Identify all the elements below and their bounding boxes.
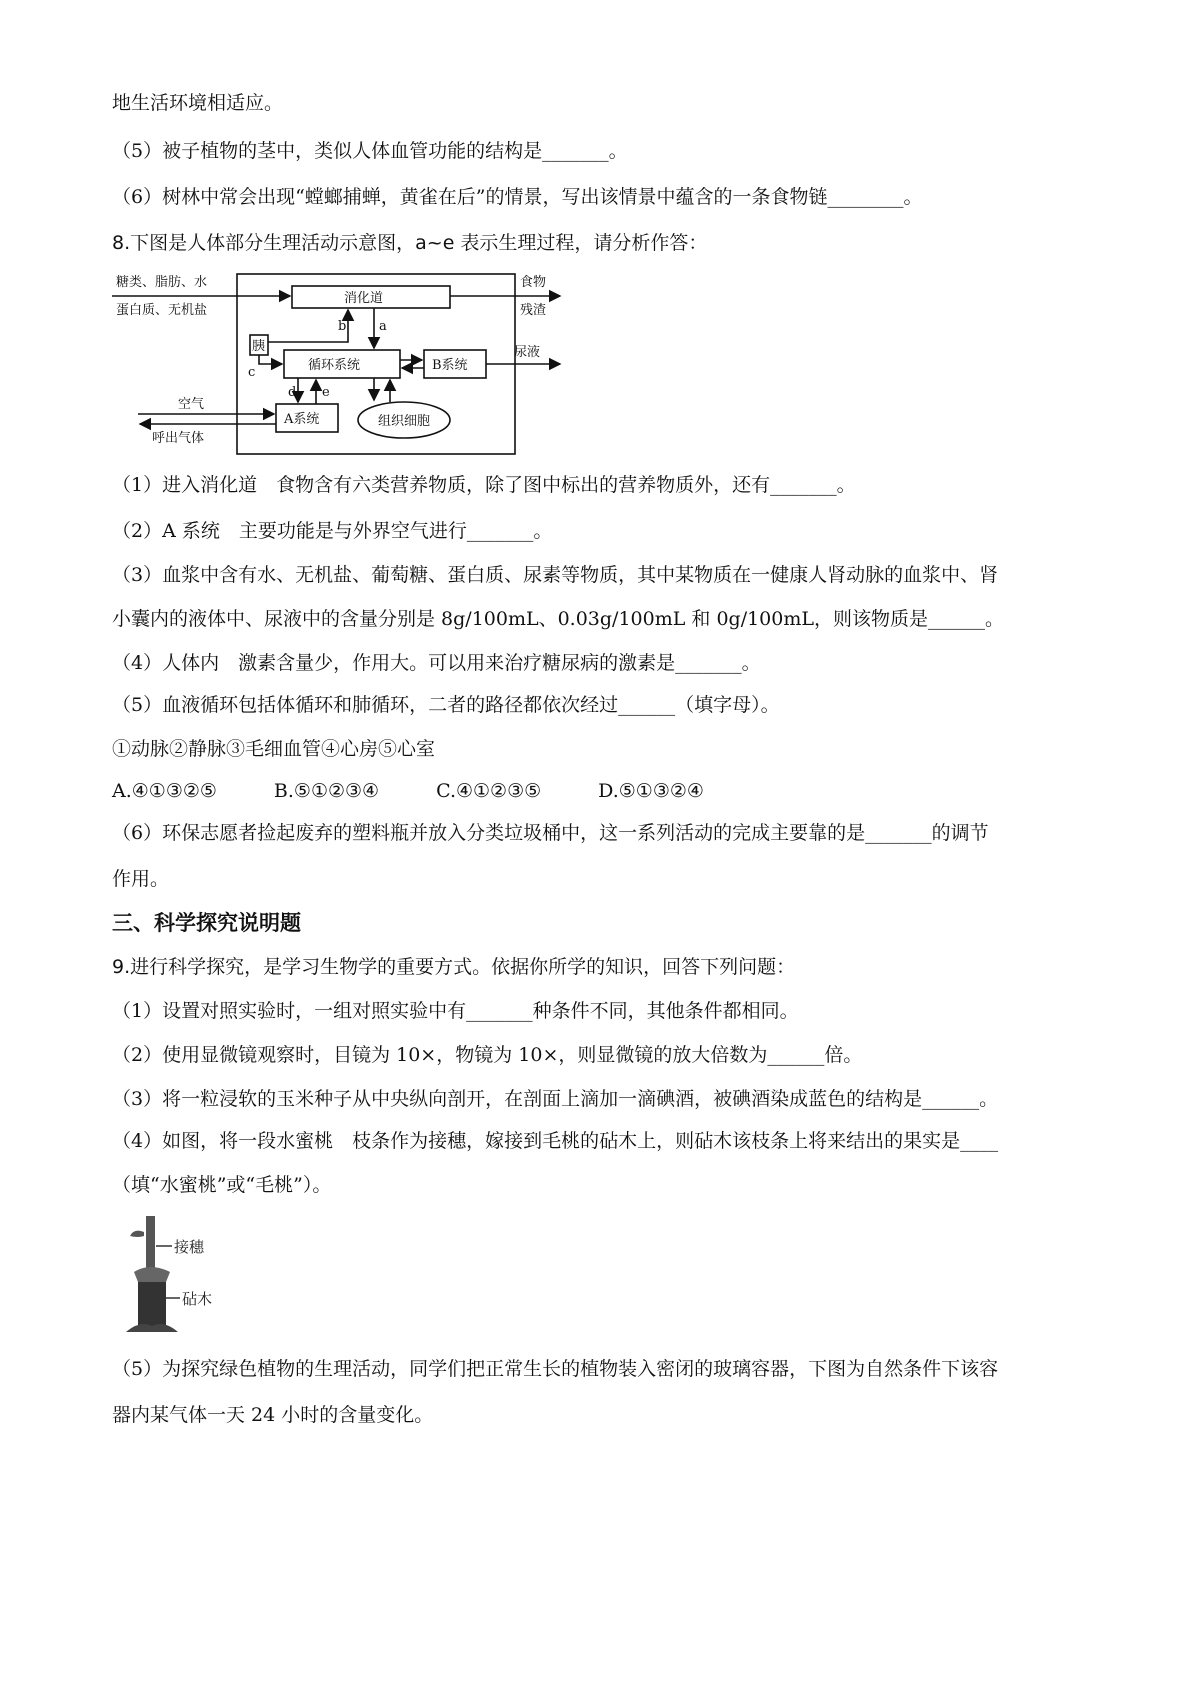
label-c: c (248, 365, 256, 380)
question-8-5: （5）血液循环包括体循环和肺循环，二者的路径都依次经过______（填字母）。 (112, 694, 780, 716)
question-9-1: （1）设置对照实验时，一组对照实验中有_______种条件不同，其他条件都相同。 (112, 1000, 799, 1022)
nutrients-label-2: 蛋白质、无机盐 (116, 303, 208, 318)
section-heading: 三、科学探究说明题 (112, 911, 301, 935)
question-8-stem: 8.下图是人体部分生理活动示意图，a~e 表示生理过程，请分析作答： (112, 232, 708, 254)
question-9-5-line2: 器内某气体一天 24 小时的含量变化。 (112, 1404, 434, 1426)
question-9-4-line2: （填“水蜜桃”或“毛桃”）。 (112, 1174, 332, 1196)
choice-items: ①动脉②静脉③毛细血管④心房⑤心室 (112, 738, 436, 760)
grafting-figure (120, 1212, 240, 1340)
physiology-diagram-svg (112, 268, 572, 468)
pancreas-label: 胰 (252, 339, 266, 354)
question-7-6: （6）树林中常会出现“螳螂捕蝉，黄雀在后”的情景，写出该情景中蕴含的一条食物链________。 (112, 186, 923, 208)
b-system-label: B系统 (432, 358, 468, 373)
nutrients-label-1: 糖类、脂肪、水 (116, 275, 208, 290)
question-7-5: （5）被子植物的茎中，类似人体血管功能的结构是_______。 (112, 140, 628, 162)
question-8-6-line2: 作用。 (112, 868, 170, 890)
label-e: e (322, 385, 330, 400)
air-label: 空气 (178, 397, 205, 412)
label-b: b (338, 319, 347, 334)
tissue-cells-label: 组织细胞 (378, 414, 431, 429)
label-a: a (379, 319, 387, 334)
stock-label: 砧木 (182, 1290, 213, 1308)
physiology-diagram (112, 268, 572, 468)
question-9-stem: 9.进行科学探究，是学习生物学的重要方式。依据你所学的知识，回答下列问题： (112, 956, 796, 978)
food-residue-label-1: 食物 (520, 275, 547, 290)
question-9-3: （3）将一粒浸软的玉米种子从中央纵向剖开，在剖面上滴加一滴碘酒，被碘酒染成蓝色的结构是______。 (112, 1088, 999, 1110)
question-9-4-line1: （4）如图，将一段水蜜桃 枝条作为接穗，嫁接到毛桃的砧木上，则砧木该枝条上将来结出的果实是____ (112, 1130, 999, 1152)
scion-label: 接穗 (174, 1238, 205, 1256)
answer-options: A.④①③②⑤ B.⑤①②③④ C.④①②③⑤ D.⑤①③②④ (112, 780, 704, 802)
question-8-6-line1: （6）环保志愿者捡起废弃的塑料瓶并放入分类垃圾桶中，这一系列活动的完成主要靠的是_______的调节 (112, 822, 989, 844)
urine-label: 尿液 (514, 345, 541, 360)
question-8-2: （2）A 系统 主要功能是与外界空气进行_______。 (112, 520, 553, 542)
scion-leaf (130, 1231, 144, 1237)
food-residue-label-2: 残渣 (520, 303, 547, 318)
digestive-tract-label: 消化道 (344, 291, 384, 306)
exhaled-label: 呼出气体 (152, 431, 205, 446)
scion-shape (146, 1216, 155, 1274)
text-line: 地生活环境相适应。 (112, 92, 284, 114)
question-9-5-line1: （5）为探究绿色植物的生理活动，同学们把正常生长的植物装入密闭的玻璃容器，下图为自然条件下该容 (112, 1358, 999, 1380)
grafting-svg (120, 1212, 240, 1340)
a-system-label: A系统 (284, 412, 320, 427)
question-8-1: （1）进入消化道 食物含有六类营养物质，除了图中标出的营养物质外，还有_______。 (112, 474, 856, 496)
question-8-3-line1: （3）血浆中含有水、无机盐、葡萄糖、蛋白质、尿素等物质，其中某物质在一健康人肾动脉的血浆中、肾 (112, 564, 999, 586)
question-9-2: （2）使用显微镜观察时，目镜为 10×，物镜为 10×，则显微镜的放大倍数为______倍。 (112, 1044, 863, 1066)
label-d: d (288, 385, 297, 400)
question-8-4: （4）人体内 激素含量少，作用大。可以用来治疗糖尿病的激素是_______。 (112, 652, 761, 674)
question-8-3-line2: 小囊内的液体中、尿液中的含量分别是 8g/100mL、0.03g/100mL 和 0g/100mL，则该物质是______。 (112, 608, 1004, 630)
circulatory-label: 循环系统 (308, 358, 361, 373)
